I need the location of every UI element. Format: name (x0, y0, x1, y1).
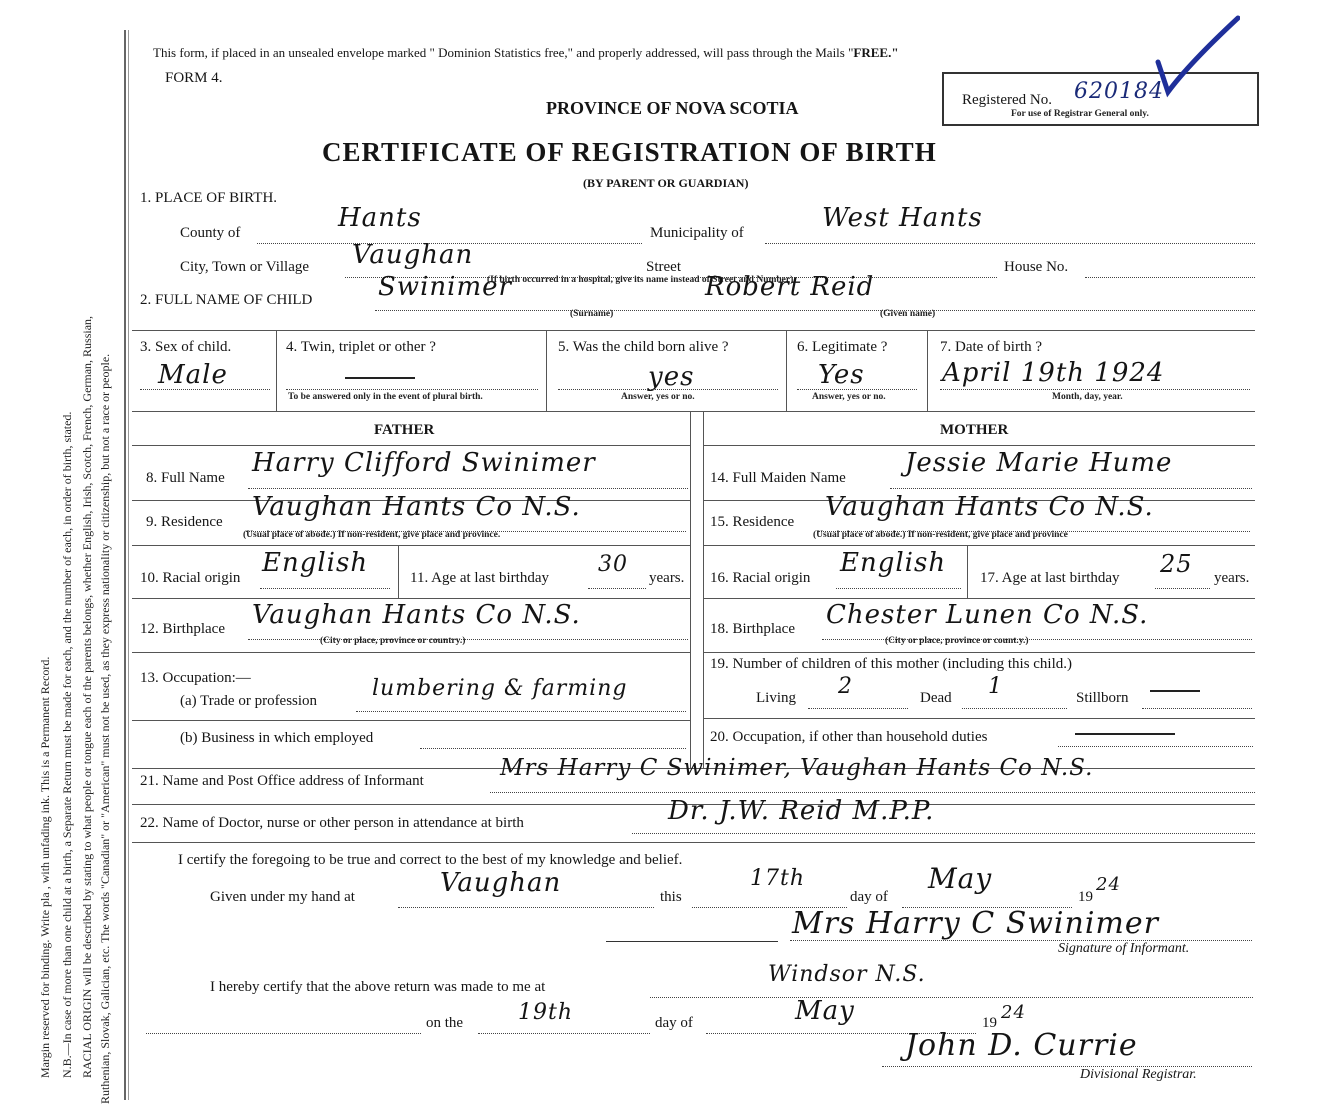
certification-statement: I certify the foregoing to be true and correct to the best of my knowledge and belief. (178, 852, 683, 868)
legitimate-label: 6. Legitimate ? (797, 339, 888, 355)
margin-note-racial-origin: RACIAL ORIGIN will be described by stating to what people or tongue each of the parents belongs, whether English, Irish, Scotch, French, German, Russian, (80, 315, 94, 1078)
father-birthplace-line (248, 639, 688, 640)
mother-abode-note: (Usual place of abode.) If non-resident, give place and province (813, 530, 1068, 540)
given-year-prefix: 19 (1078, 889, 1093, 905)
details-divider-1 (276, 330, 277, 411)
registrar-month-value: May (795, 996, 855, 1026)
mother-living-label: Living (756, 690, 796, 706)
father-heading-rule (132, 445, 690, 446)
details-divider-3 (786, 330, 787, 411)
father-name-line (248, 488, 688, 489)
municipality-value: West Hants (822, 203, 983, 233)
given-under-label: Given under my hand at (210, 889, 355, 905)
binding-margin-line-inner (128, 30, 129, 1100)
column-divider-left (690, 412, 691, 768)
registered-label: Registered No. (962, 92, 1052, 108)
mother-age-line (1155, 588, 1210, 589)
mother-name-line (890, 488, 1252, 489)
county-value: Hants (338, 203, 422, 233)
on-the-label: on the (426, 1015, 464, 1031)
place-of-birth-label: 1. PLACE OF BIRTH. (140, 190, 278, 206)
born-alive-line (558, 389, 778, 390)
mother-living-line (808, 708, 908, 709)
sex-label: 3. Sex of child. (140, 339, 232, 355)
mother-dead-line (962, 708, 1067, 709)
given-place-value: Vaughan (440, 868, 562, 898)
binding-margin-line (124, 30, 126, 1100)
given-place-line (398, 907, 654, 908)
legitimate-line (797, 389, 917, 390)
father-name-label: 8. Full Name (146, 470, 225, 486)
certificate-subtitle: (BY PARENT OR GUARDIAN) (583, 176, 749, 190)
mother-racial-divider (967, 546, 968, 598)
registered-number: 620184 (1074, 79, 1164, 104)
father-birthplace-label: 12. Birthplace (140, 621, 225, 637)
child-name-label: 2. FULL NAME OF CHILD (140, 292, 313, 308)
born-alive-label: 5. Was the child born alive ? (558, 339, 729, 355)
registrar-signature: John D. Currie (905, 1028, 1138, 1063)
street-label: Street (646, 259, 681, 275)
father-business-label: (b) Business in which employed (180, 730, 374, 746)
born-alive-value: yes (648, 362, 695, 392)
doctor-value: Dr. J.W. Reid M.P.P. (668, 796, 935, 826)
father-heading: FATHER (374, 422, 435, 438)
father-business-line (420, 748, 686, 749)
twin-note: To be answered only in the event of plural birth. (288, 392, 483, 402)
column-divider-right (703, 412, 704, 768)
informant-value: Mrs Harry C Swinimer, Vaughan Hants Co N.S. (500, 755, 1094, 781)
registrar-year-suffix: 24 (1001, 1002, 1026, 1023)
father-racial-line (260, 588, 390, 589)
mother-birthplace-label: 18. Birthplace (710, 621, 795, 637)
details-divider-2 (546, 330, 547, 411)
day-of-label: day of (850, 889, 888, 905)
legitimate-caption: Answer, yes or no. (812, 392, 886, 402)
date-of-birth-line (940, 389, 1250, 390)
mother-dead-label: Dead (920, 690, 952, 706)
registrar-place-line (650, 997, 1253, 998)
this-label: this (660, 889, 682, 905)
mother-racial-label: 16. Racial origin (710, 570, 811, 586)
municipality-line (765, 243, 1255, 244)
father-residence-value: Vaughan Hants Co N.S. (252, 492, 581, 522)
stillborn-dash (1150, 690, 1200, 692)
father-age-value: 30 (598, 552, 628, 577)
legitimate-value: Yes (818, 360, 865, 390)
mother-stillborn-label: Stillborn (1076, 690, 1129, 706)
postal-notice-text: This form, if placed in an unsealed envelope marked " Dominion Statistics free," and properly addressed, will pass through the Mails " (153, 45, 854, 60)
child-surname: Swinimer (378, 272, 512, 302)
row-10-rule-right (703, 598, 1255, 599)
registrar-day-line (478, 1033, 650, 1034)
registrar-year-prefix: 19 (982, 1015, 997, 1031)
municipality-label: Municipality of (650, 225, 744, 241)
mother-occupation-line (1058, 746, 1253, 747)
father-age-line (588, 588, 646, 589)
father-trade-label: (a) Trade or profession (180, 693, 318, 709)
father-racial-value: English (262, 548, 369, 578)
signature-stub-line (606, 941, 778, 942)
mother-age-label: 17. Age at last birthday (980, 570, 1120, 586)
mother-residence-label: 15. Residence (710, 514, 795, 530)
mother-occupation-dash (1075, 733, 1175, 735)
mother-stillborn-line (1142, 708, 1252, 709)
sex-value: Male (158, 360, 228, 390)
informant-line (490, 792, 1255, 793)
date-of-birth-label: 7. Date of birth ? (940, 339, 1043, 355)
city-label: City, Town or Village (180, 259, 310, 275)
mother-birthplace-note: (City or place, province or count.y.) (885, 636, 1029, 646)
house-line (1085, 277, 1255, 278)
twin-label: 4. Twin, triplet or other ? (286, 339, 436, 355)
registrar-place-value: Windsor N.S. (768, 962, 926, 987)
twin-dash (345, 377, 415, 379)
father-trade-line (356, 711, 686, 712)
details-divider-4 (927, 330, 928, 411)
father-racial-label: 10. Racial origin (140, 570, 241, 586)
mother-dead-value: 1 (988, 674, 1003, 699)
father-abode-note: (Usual place of abode.) If non-resident, give place and province. (243, 530, 501, 540)
father-birthplace-note: (City or place, province or country.) (320, 636, 466, 646)
mother-living-value: 2 (838, 674, 853, 699)
date-of-birth-value: April 19th 1924 (942, 358, 1165, 388)
row-12-rule-right (703, 652, 1255, 653)
form-number: FORM 4. (165, 70, 223, 86)
registrar-signature-caption: Divisional Registrar. (1080, 1067, 1197, 1082)
child-given-names: Robert Reid (705, 272, 875, 302)
blue-check-mark (1150, 14, 1240, 99)
father-trade-value: lumbering & farming (372, 676, 628, 701)
registrar-statement: I hereby certify that the above return was made to me at (210, 979, 546, 995)
postal-free: FREE." (853, 45, 899, 60)
row-10-rule-left (132, 598, 690, 599)
father-residence-label: 9. Residence (146, 514, 223, 530)
margin-note-binding: Margin reserved for binding. Write pla , with unfading ink. This is a Permanent Record. (38, 656, 52, 1078)
details-top-border (132, 330, 1255, 331)
mother-heading: MOTHER (940, 422, 1009, 438)
mother-age-value: 25 (1160, 550, 1193, 578)
row-13-rule-left (132, 720, 690, 721)
margin-note-multiple-births: N.B.—In case of more than one child at a birth, a Separate Return must be made for each, and the number of each, in order of birth, stated. (60, 411, 74, 1078)
born-alive-caption: Answer, yes or no. (621, 392, 695, 402)
mother-residence-value: Vaughan Hants Co N.S. (825, 492, 1154, 522)
mother-occupation-label: 20. Occupation, if other than household duties (710, 729, 988, 745)
registrar-day-value: 19th (518, 1000, 574, 1025)
mother-racial-value: English (840, 548, 947, 578)
mother-children-label: 19. Number of children of this mother (including this child.) (710, 656, 1073, 672)
registrar-day-of-label: day of (655, 1015, 693, 1031)
father-racial-divider (398, 546, 399, 598)
father-years-label: years. (649, 570, 685, 586)
sex-line (140, 389, 270, 390)
certificate-title: CERTIFICATE OF REGISTRATION OF BIRTH (322, 137, 937, 167)
father-name-value: Harry Clifford Swinimer (252, 448, 596, 478)
row-9-rule-right (703, 545, 1255, 546)
mother-birthplace-value: Chester Lunen Co N.S. (826, 600, 1149, 630)
row-22-rule (132, 842, 1255, 843)
mother-name-value: Jessie Marie Hume (905, 448, 1173, 478)
father-birthplace-value: Vaughan Hants Co N.S. (252, 600, 581, 630)
father-occupation-label: 13. Occupation:— (140, 670, 251, 686)
informant-label: 21. Name and Post Office address of Informant (140, 773, 424, 789)
surname-caption: (Surname) (570, 309, 614, 319)
given-name-caption: (Given name) (880, 309, 936, 319)
given-month-value: May (928, 862, 993, 895)
father-age-label: 11. Age at last birthday (410, 570, 549, 586)
informant-signature: Mrs Harry C Swinimer (792, 906, 1159, 941)
child-name-line (375, 310, 1255, 311)
mother-heading-rule (703, 445, 1255, 446)
hospital-note: (If birth occurred in a hospital, give its name instead of Street and Number) (487, 275, 794, 285)
doctor-line (632, 833, 1255, 834)
twin-line (286, 389, 538, 390)
row-19-rule-right (703, 718, 1255, 719)
informant-signature-caption: Signature of Informant. (1058, 941, 1190, 956)
mother-name-label: 14. Full Maiden Name (710, 470, 846, 486)
details-bottom-border (132, 411, 1255, 412)
city-value: Vaughan (352, 240, 474, 270)
county-label: County of (180, 225, 241, 241)
mother-racial-line (836, 588, 961, 589)
row-9-rule-left (132, 545, 690, 546)
house-number-label: House No. (1004, 259, 1069, 275)
row-12-rule-left (132, 652, 690, 653)
registrar-general-note: For use of Registrar General only. (1011, 109, 1149, 119)
margin-note-racial-origin-cont: Ruthenian, Slovak, Galician, etc. The words "Canadian" or "American" must not be used, as they express nationality or citizenship, but not a race or people. (98, 353, 112, 1104)
given-year-suffix: 24 (1096, 874, 1121, 895)
registrar-lead-line (146, 1033, 421, 1034)
date-of-birth-caption: Month, day, year. (1052, 392, 1123, 402)
doctor-label: 22. Name of Doctor, nurse or other person in attendance at birth (140, 815, 524, 831)
province-heading: PROVINCE OF NOVA SCOTIA (546, 98, 799, 118)
given-day-value: 17th (750, 866, 806, 891)
mother-years-label: years. (1214, 570, 1250, 586)
postal-notice (153, 45, 899, 61)
